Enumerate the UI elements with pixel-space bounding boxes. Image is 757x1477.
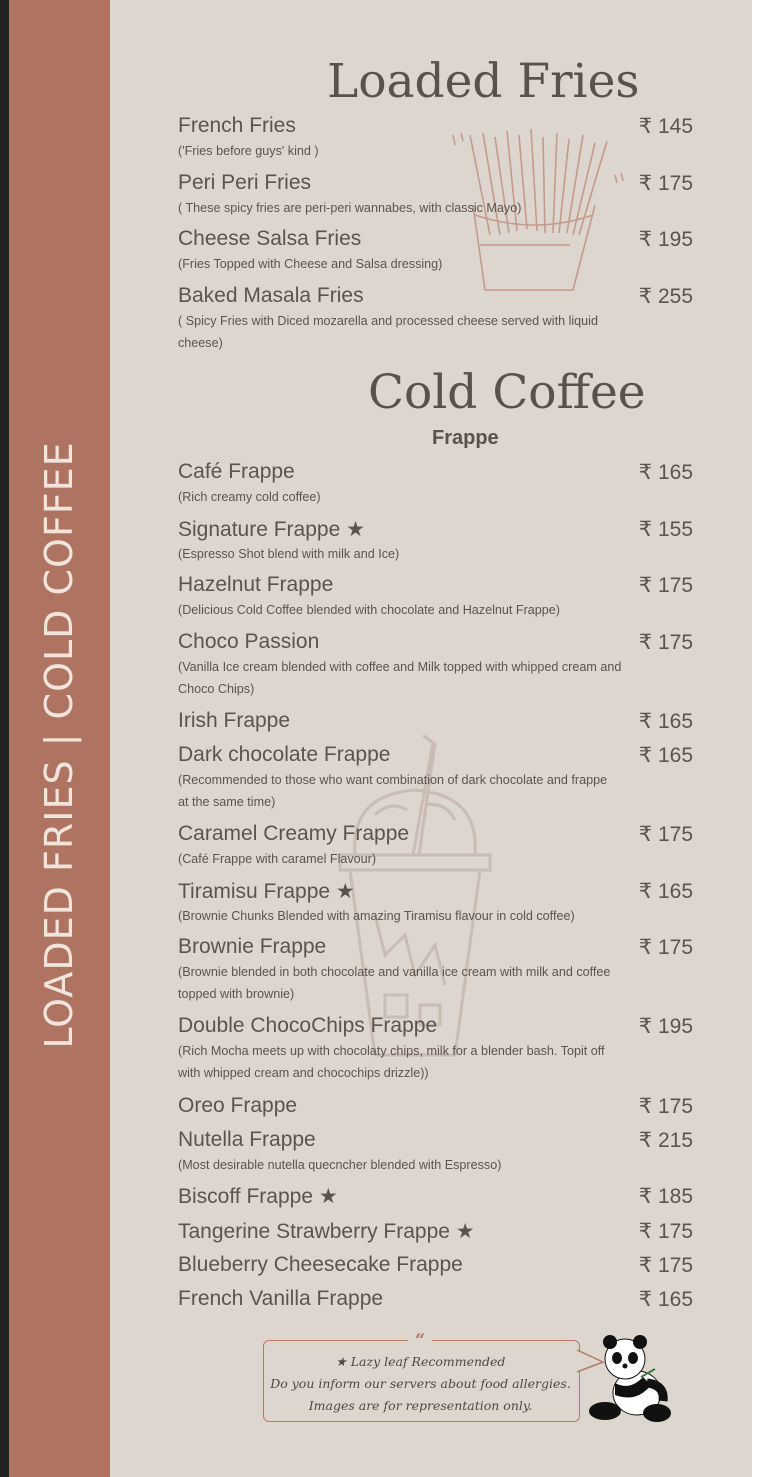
menu-item bbox=[178, 171, 693, 219]
item-name: Dark chocolate Frappe bbox=[178, 743, 391, 766]
item-name: Caramel Creamy Frappe bbox=[178, 822, 410, 845]
item-name: Tangerine Strawberry Frappe ★ bbox=[178, 1220, 475, 1243]
item-description: (Recommended to those who want combination of dark chocolate and frappe at the same time) bbox=[178, 773, 608, 809]
coffee-subtitle: Frappe bbox=[432, 427, 499, 449]
item-description: (Café Frappe with caramel Flavour) bbox=[178, 852, 377, 866]
item-name: Choco Passion bbox=[178, 630, 320, 653]
item-name: French Vanilla Frappe bbox=[178, 1287, 384, 1310]
item-price: ₹ 175 bbox=[638, 631, 693, 654]
coffee-title: Cold Coffee bbox=[368, 365, 646, 420]
item-name: Tiramisu Frappe ★ bbox=[178, 880, 355, 903]
menu-item bbox=[178, 822, 693, 870]
item-description: (Brownie Chunks Blended with amazing Tiramisu flavour in cold coffee) bbox=[178, 909, 575, 923]
menu-item bbox=[178, 284, 693, 354]
panda-icon bbox=[585, 1333, 675, 1425]
menu-item bbox=[178, 1219, 693, 1247]
item-price: ₹ 175 bbox=[638, 1095, 693, 1118]
item-name: Oreo Frappe bbox=[178, 1094, 298, 1117]
item-price: ₹ 215 bbox=[638, 1129, 693, 1152]
item-price: ₹ 195 bbox=[638, 1015, 693, 1038]
note-line-1: ★ Lazy leaf Recommended bbox=[335, 1354, 506, 1369]
menu-item bbox=[178, 517, 693, 565]
fries-title: Loaded Fries bbox=[327, 54, 640, 109]
item-description: ( These spicy fries are peri-peri wannabes, with classic Mayo) bbox=[178, 201, 522, 215]
menu-item bbox=[178, 935, 693, 1005]
item-description: (Vanilla Ice cream blended with coffee and Milk topped with whipped cream and Choco Chips) bbox=[178, 660, 622, 696]
menu-item bbox=[178, 709, 693, 737]
item-price: ₹ 175 bbox=[638, 1254, 693, 1277]
item-name: Nutella Frappe bbox=[178, 1128, 316, 1151]
item-price: ₹ 165 bbox=[638, 880, 693, 903]
menu-item bbox=[178, 1287, 693, 1315]
menu-item bbox=[178, 114, 693, 162]
side-band-text: LOADED FRIES | COLD COFFEE bbox=[37, 441, 81, 1049]
item-description: (Brownie blended in both chocolate and vanilla ice cream with milk and coffee topped with brownie) bbox=[178, 965, 611, 1001]
menu-item bbox=[178, 879, 693, 927]
item-description: (Rich Mocha meets up with chocolaty chips, milk for a blender bash. Topit off with whipped cream and chocochips drizzle)) bbox=[178, 1044, 605, 1080]
menu-item bbox=[178, 1253, 693, 1281]
item-description: ('Fries before guys' kind ) bbox=[178, 144, 319, 158]
item-name: Peri Peri Fries bbox=[178, 171, 312, 194]
item-name: Brownie Frappe bbox=[178, 935, 327, 958]
item-price: ₹ 175 bbox=[638, 172, 693, 195]
menu-item bbox=[178, 1014, 693, 1084]
item-description: ( Spicy Fries with Diced mozarella and processed cheese served with liquid cheese) bbox=[178, 314, 598, 350]
item-name: Cheese Salsa Fries bbox=[178, 227, 362, 250]
menu-item bbox=[178, 1128, 693, 1176]
menu-item bbox=[178, 573, 693, 621]
left-edge bbox=[0, 0, 9, 1477]
item-price: ₹ 175 bbox=[638, 574, 693, 597]
right-edge bbox=[752, 0, 757, 1477]
item-name: Blueberry Cheesecake Frappe bbox=[178, 1253, 463, 1276]
note-line-2: Do you inform our servers about food allergies. bbox=[270, 1376, 571, 1391]
item-name: Signature Frappe ★ bbox=[178, 518, 365, 541]
item-name: Hazelnut Frappe bbox=[178, 573, 334, 596]
item-name: French Fries bbox=[178, 114, 296, 137]
menu-item bbox=[178, 1094, 693, 1122]
item-price: ₹ 175 bbox=[638, 1220, 693, 1243]
item-name: Café Frappe bbox=[178, 460, 295, 483]
item-price: ₹ 165 bbox=[638, 744, 693, 767]
item-description: (Most desirable nutella quecncher blended with Espresso) bbox=[178, 1158, 502, 1172]
item-price: ₹ 185 bbox=[638, 1185, 693, 1208]
menu-item bbox=[178, 227, 693, 275]
menu-item bbox=[178, 630, 693, 700]
menu-item bbox=[178, 743, 693, 813]
item-description: (Fries Topped with Cheese and Salsa dressing) bbox=[178, 257, 443, 271]
item-price: ₹ 165 bbox=[638, 461, 693, 484]
item-price: ₹ 165 bbox=[638, 710, 693, 733]
item-name: Baked Masala Fries bbox=[178, 284, 364, 307]
item-description: (Delicious Cold Coffee blended with chocolate and Hazelnut Frappe) bbox=[178, 603, 561, 617]
item-name: Biscoff Frappe ★ bbox=[178, 1185, 338, 1208]
item-price: ₹ 175 bbox=[638, 936, 693, 959]
note-line-3: Images are for representation only. bbox=[308, 1398, 533, 1413]
item-description: (Rich creamy cold coffee) bbox=[178, 490, 321, 504]
quote-mark: “ bbox=[408, 1330, 432, 1351]
item-price: ₹ 195 bbox=[638, 228, 693, 251]
item-price: ₹ 145 bbox=[638, 115, 693, 138]
menu-item bbox=[178, 1184, 693, 1212]
item-price: ₹ 255 bbox=[638, 285, 693, 308]
item-price: ₹ 155 bbox=[638, 518, 693, 541]
item-price: ₹ 175 bbox=[638, 823, 693, 846]
item-description: (Espresso Shot blend with milk and Ice) bbox=[178, 547, 400, 561]
item-name: Irish Frappe bbox=[178, 709, 291, 732]
item-price: ₹ 165 bbox=[638, 1288, 693, 1311]
item-name: Double ChocoChips Frappe bbox=[178, 1014, 438, 1037]
menu-item bbox=[178, 460, 693, 508]
